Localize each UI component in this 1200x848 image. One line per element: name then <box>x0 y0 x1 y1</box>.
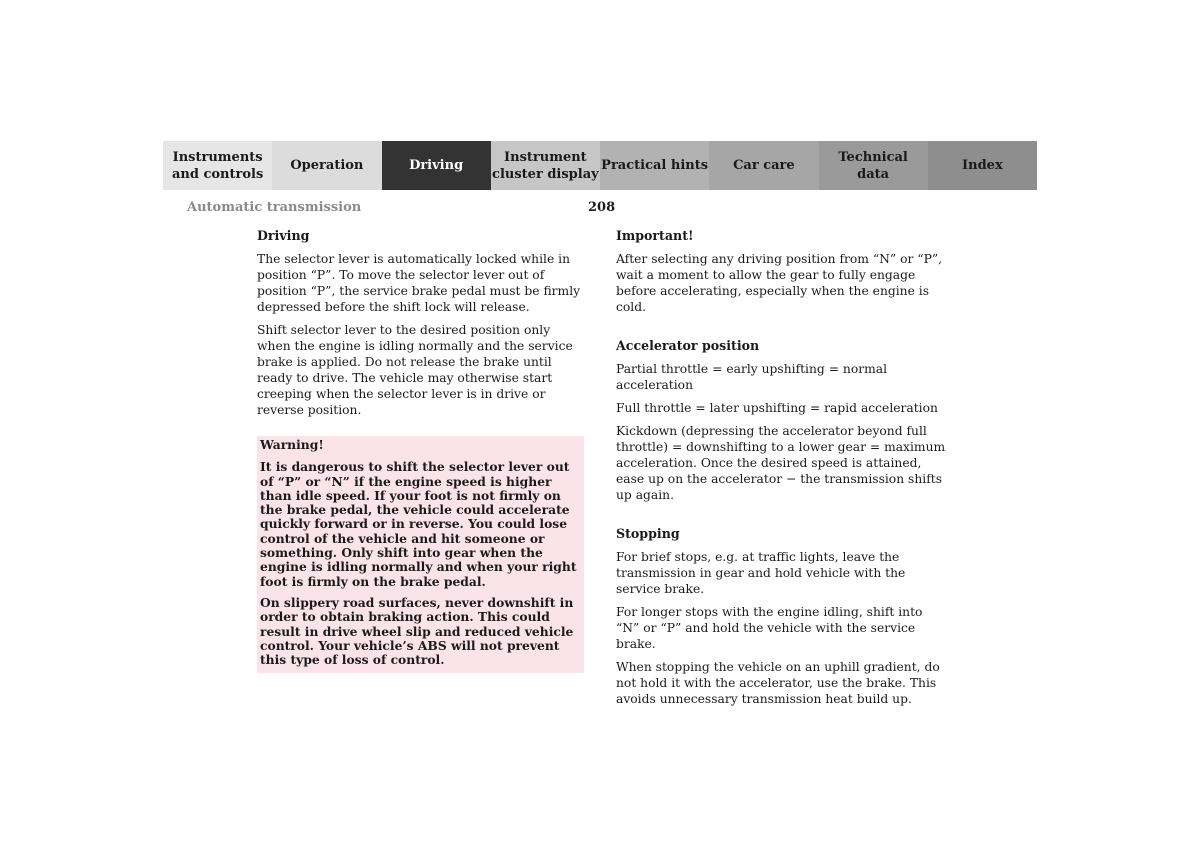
warning-title: Warning! <box>260 437 324 452</box>
tab-driving[interactable]: Driving <box>382 141 491 190</box>
tab-technical-data[interactable]: Technical data <box>819 141 928 190</box>
driving-paragraph-1: The selector lever is automatically locked while in position “P”. To move the selector lever out of position “P”, the service brake pedal must be firmly depressed before the shift lock will release. <box>257 252 581 314</box>
stopping-heading: Stopping <box>616 526 680 541</box>
accelerator-paragraph-1: Partial throttle = early upshifting = normal acceleration <box>616 362 888 392</box>
driving-heading: Driving <box>257 228 310 243</box>
warning-box <box>257 436 584 673</box>
tab-instruments-and-controls[interactable]: Instruments and controls <box>163 141 272 190</box>
warning-paragraph-2: On slippery road surfaces, never downshift in order to obtain braking action. This could result in drive wheel slip and reduced vehicle control. Your vehicle’s ABS will not prevent this type of loss of control. <box>260 594 574 668</box>
right-column <box>616 228 946 714</box>
stopping-paragraph-3: When stopping the vehicle on an uphill gradient, do not hold it with the accelerator, use the brake. This avoids unnecessary transmission heat build up. <box>616 660 940 706</box>
chapter-nav <box>163 141 1037 190</box>
tab-practical-hints[interactable]: Practical hints <box>600 141 709 190</box>
accelerator-heading: Accelerator position <box>616 338 760 353</box>
stopping-paragraph-1: For brief stops, e.g. at traffic lights, leave the transmission in gear and hold vehicle with the service brake. <box>616 550 906 596</box>
page-number: 208 <box>588 200 616 215</box>
stopping-paragraph-2: For longer stops with the engine idling, shift into “N” or “P” and hold the vehicle with the service brake. <box>616 605 923 651</box>
important-heading: Important! <box>616 228 694 243</box>
tab-car-care[interactable]: Car care <box>709 141 818 190</box>
tab-instrument-cluster-display[interactable]: Instrument cluster display <box>491 141 600 190</box>
important-text: After selecting any driving position from “N” or “P”, wait a moment to allow the gear to fully engage before accelerating, especially when the engine is cold. <box>616 252 943 314</box>
warning-paragraph-1: It is dangerous to shift the selector lever out of “P” or “N” if the engine speed is higher than idle speed. If your foot is not firmly on the brake pedal, the vehicle could accelerate quickly forward or in reverse. You could lose control of the vehicle and hit someone or something. Only shift into gear when the engine is idling normally and when your right foot is firmly on the brake pedal. <box>260 459 577 589</box>
section-title: Automatic transmission <box>187 200 362 215</box>
tab-operation[interactable]: Operation <box>272 141 381 190</box>
tab-index[interactable]: Index <box>928 141 1037 190</box>
left-column <box>257 228 587 673</box>
driving-paragraph-2: Shift selector lever to the desired position only when the engine is idling normally and the service brake is applied. Do not release the brake until ready to drive. The vehicle may otherwise start creeping when the selector lever is in drive or reverse position. <box>257 323 573 417</box>
accelerator-paragraph-2: Full throttle = later upshifting = rapid acceleration <box>616 401 938 415</box>
accelerator-paragraph-3: Kickdown (depressing the accelerator beyond full throttle) = downshifting to a lower gear = maximum acceleration. Once the desired speed is attained, ease up on the accelerator − the transmission shifts up again. <box>616 424 946 502</box>
